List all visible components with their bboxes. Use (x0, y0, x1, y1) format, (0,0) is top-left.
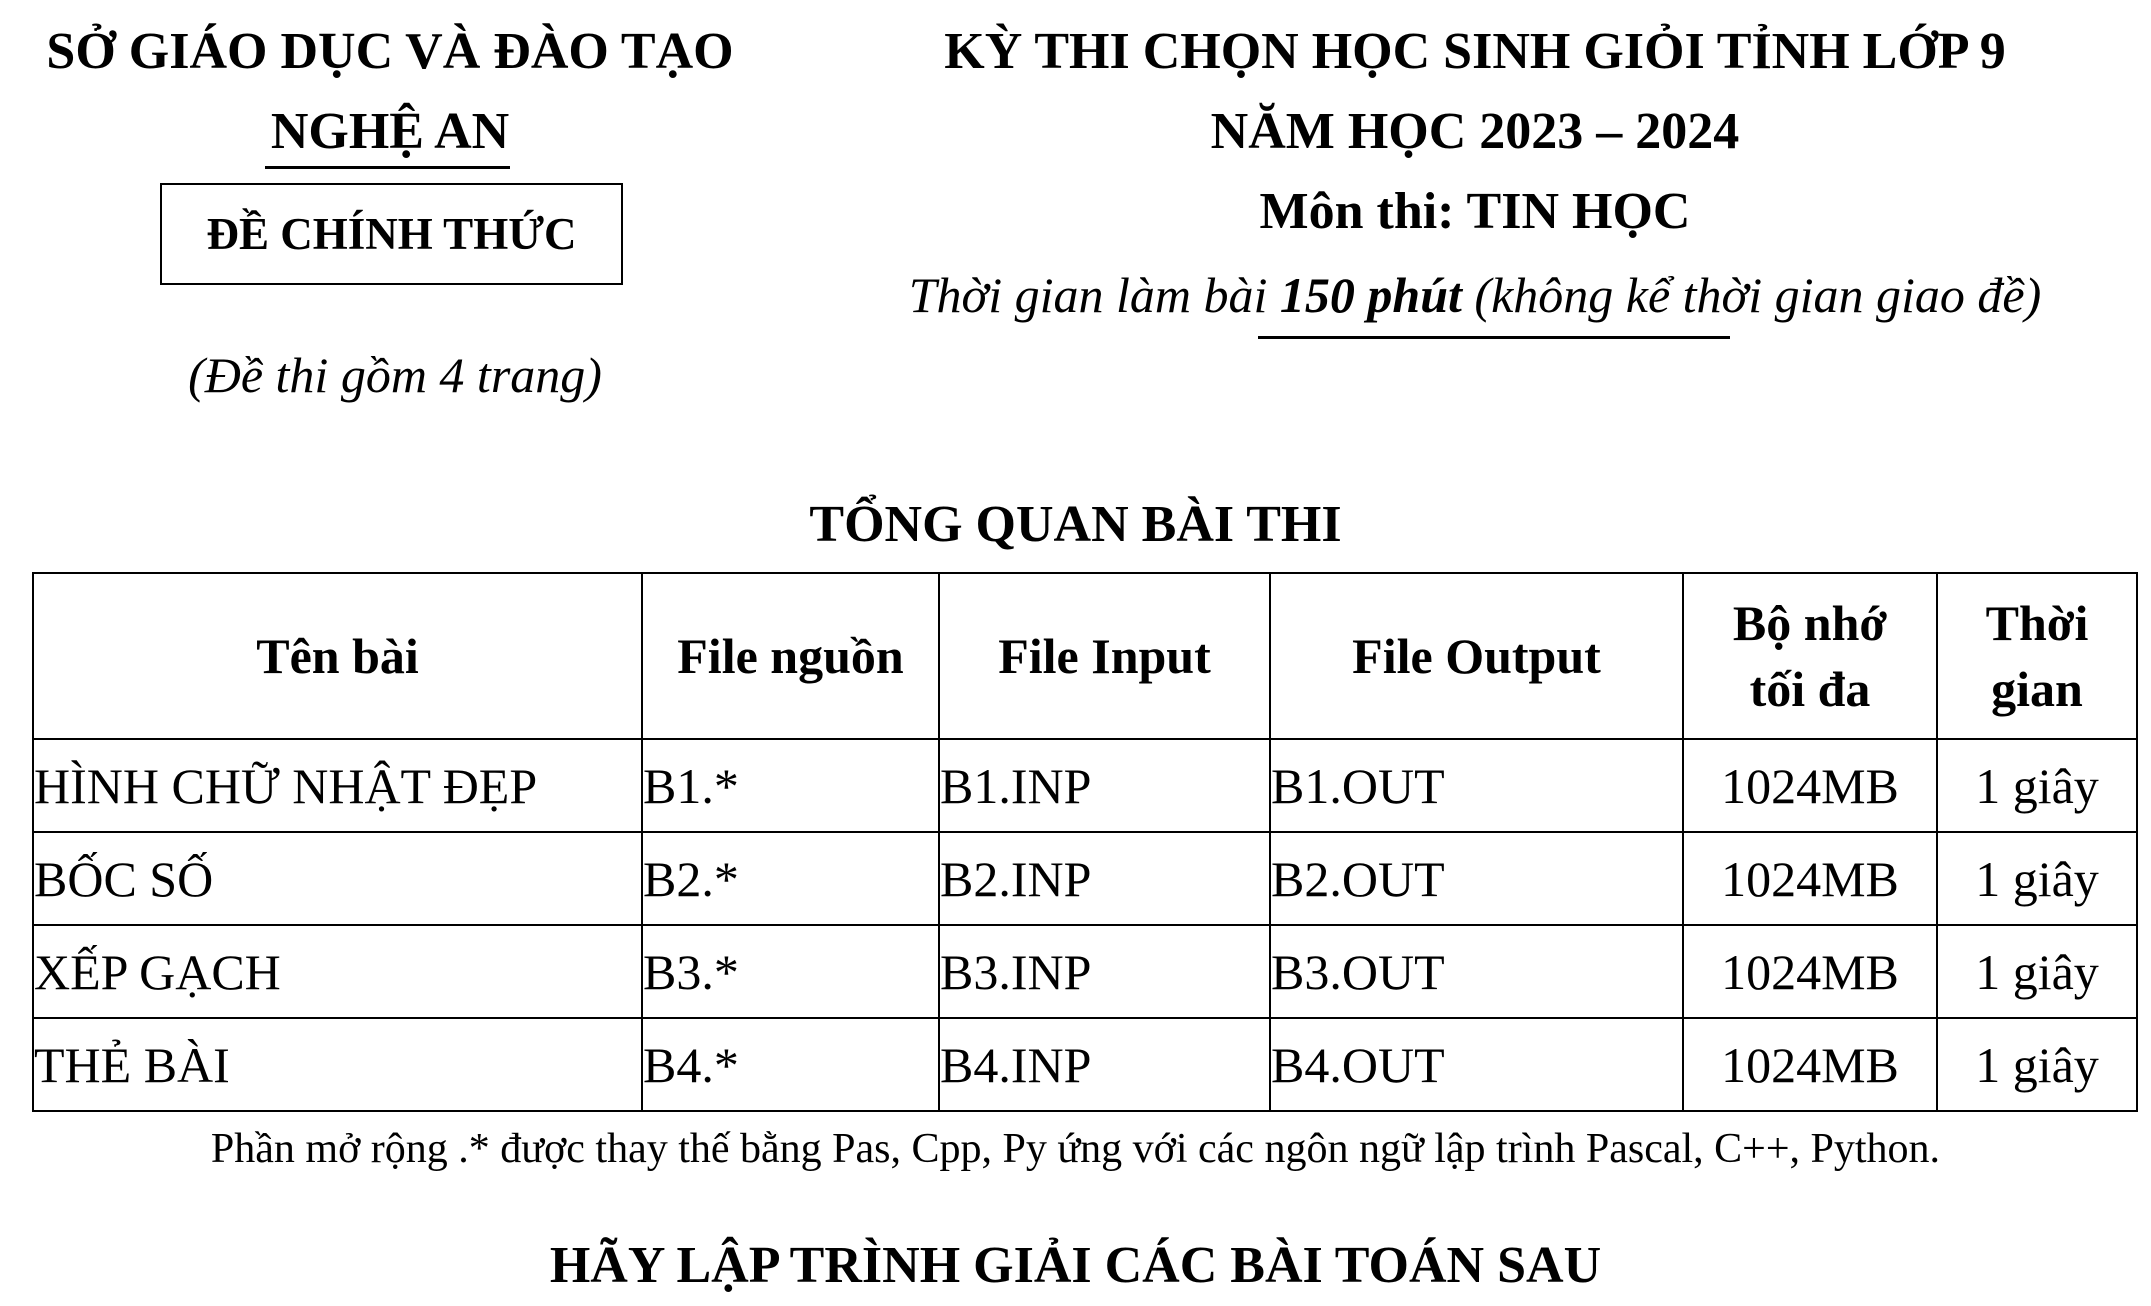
province-name: NGHỆ AN (270, 103, 510, 160)
header-problem-name: Tên bài (33, 573, 642, 739)
output-file: B3.OUT (1270, 925, 1683, 1018)
header-source-file: File nguồn (642, 573, 939, 739)
exam-duration (800, 265, 2150, 325)
source-file: B1.* (642, 739, 939, 832)
school-year: NĂM HỌC 2023 – 2024 (1210, 103, 1740, 160)
memory-limit: 1024MB (1683, 832, 1937, 925)
memory-limit: 1024MB (1683, 1018, 1937, 1111)
overview-title: TỔNG QUAN BÀI THI (809, 496, 1342, 553)
header-memory-line2: tối đa (1749, 661, 1871, 717)
instruction-heading: HÃY LẬP TRÌNH GIẢI CÁC BÀI TOÁN SAU (549, 1237, 1602, 1294)
duration-value: 150 phút (1279, 267, 1462, 323)
output-file: B2.OUT (1270, 832, 1683, 925)
input-file: B4.INP (939, 1018, 1270, 1111)
page-count-note: (Đề thi gồm 4 trang) (188, 347, 602, 403)
table-row (33, 739, 2137, 832)
table-row (33, 832, 2137, 925)
time-limit: 1 giây (1937, 925, 2137, 1018)
header-output-file: File Output (1270, 573, 1683, 739)
province-underline (265, 166, 510, 169)
source-file: B2.* (642, 832, 939, 925)
time-limit: 1 giây (1937, 832, 2137, 925)
source-file: B3.* (642, 925, 939, 1018)
source-file: B4.* (642, 1018, 939, 1111)
memory-limit: 1024MB (1683, 925, 1937, 1018)
official-exam-label: ĐỀ CHÍNH THỨC (206, 209, 577, 259)
input-file: B3.INP (939, 925, 1270, 1018)
problem-name: THẺ BÀI (33, 1018, 642, 1111)
table-row (33, 925, 2137, 1018)
table-row (33, 1018, 2137, 1111)
memory-limit: 1024MB (1683, 739, 1937, 832)
exam-subject: Môn thi: TIN HỌC (1259, 183, 1691, 240)
file-extension-note: Phần mở rộng .* được thay thế bằng Pas, Cpp, Py ứng với các ngôn ngữ lập trình Pascal, C++, Python. (210, 1126, 1941, 1172)
output-file: B4.OUT (1270, 1018, 1683, 1111)
official-exam-badge (160, 183, 623, 285)
input-file: B1.INP (939, 739, 1270, 832)
input-file: B2.INP (939, 832, 1270, 925)
header-memory-line1: Bộ nhớ (1732, 595, 1888, 651)
problem-name: BỐC SỐ (33, 832, 642, 925)
problem-name: HÌNH CHỮ NHẬT ĐẸP (33, 739, 642, 832)
overview-table (32, 572, 2138, 1112)
duration-prefix: Thời gian làm bài (908, 267, 1280, 323)
department-name: SỞ GIÁO DỤC VÀ ĐÀO TẠO (46, 23, 734, 80)
duration-underline (1258, 336, 1730, 339)
time-limit: 1 giây (1937, 1018, 2137, 1111)
duration-suffix: (không kể thời gian giao đề) (1461, 267, 2042, 323)
header-time-line2: gian (1991, 661, 2083, 717)
problem-name: XẾP GẠCH (33, 925, 642, 1018)
header-time-line1: Thời (1985, 595, 2089, 651)
header-input-file: File Input (939, 573, 1270, 739)
table-header-row (33, 573, 2137, 739)
time-limit: 1 giây (1937, 739, 2137, 832)
header-memory-limit (1683, 573, 1937, 739)
output-file: B1.OUT (1270, 739, 1683, 832)
exam-name: KỲ THI CHỌN HỌC SINH GIỎI TỈNH LỚP 9 (944, 23, 2006, 80)
header-time-limit (1937, 573, 2137, 739)
